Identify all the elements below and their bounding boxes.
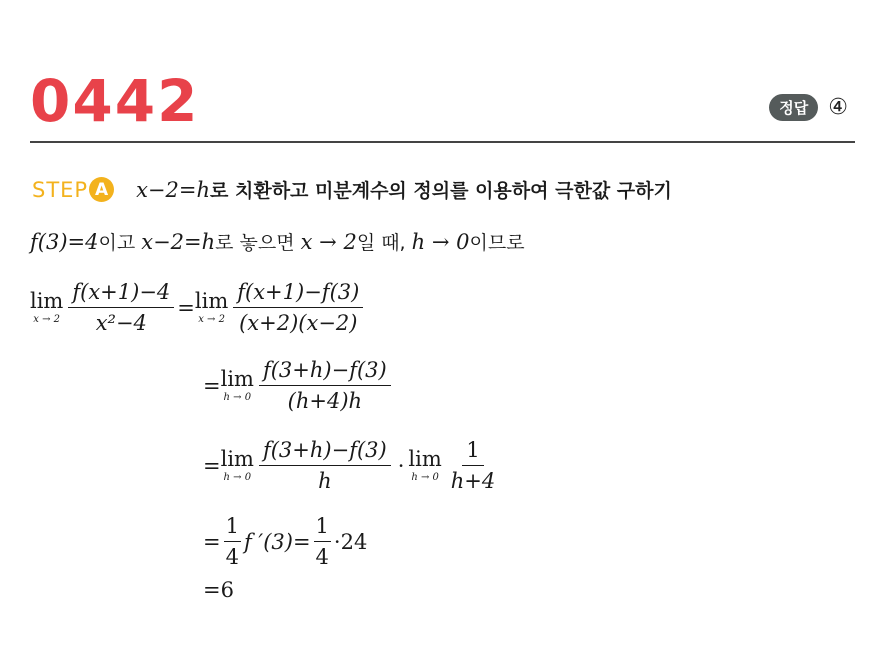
fraction-2: $\frac{f(x+1)-f(3)}{(x+2)(x-2)}$ [233,280,363,335]
intro-text-1: 이고 [98,232,142,254]
intro-line [30,228,525,255]
limit-x-to-2: lim x → 2 [30,288,64,325]
step-desc-text: 로 치환하고 미분계수의 정의를 이용하여 극한값 구하기 [210,180,672,202]
problem-number: 0442 [30,67,200,135]
equals-sign: = [177,295,195,320]
step-heading [32,176,672,203]
intro-math-3: x → 2 [300,230,357,254]
intro-text-3: 일 때, [356,232,412,254]
fraction-4: $\frac{f(3+h)-f(3)}{h}$ [259,438,391,493]
final-result: =6 [203,578,234,602]
step-description [136,176,672,203]
dot-operator: · [397,453,405,478]
limit-h-to-0: lim h → 0 [408,446,442,483]
limit-h-to-0: lim h → 0 [220,446,254,483]
intro-math-2: x−2=h [141,230,216,254]
fraction-5: $\frac{1}{h+4}$ [450,438,496,494]
intro-math-1: f(3)=4 [30,230,99,254]
solution-line-4 [203,514,367,569]
limit-h-to-0: lim h → 0 [220,366,254,403]
limit-x-to-2: lim x → 2 [194,288,229,325]
intro-text-4: 이므로 [469,232,525,254]
intro-text-2: 로 놓으면 [215,232,301,254]
equals-sign: = [203,453,221,478]
fraction-quarter: $\frac{1}{4}$ [315,514,329,570]
step-letter-badge: A [89,177,114,202]
product-tail: ·24 [333,529,368,554]
solution-line-3 [203,438,502,493]
derivative-expression: f ′(3)= [243,529,311,554]
intro-math-4: h → 0 [411,230,470,254]
solution-line-5 [203,578,234,602]
fraction-quarter: $\frac{1}{4}$ [225,514,239,570]
solution-line-1 [30,280,366,335]
answer [769,94,848,121]
solution-line-2 [203,358,394,413]
fraction-1: $\frac{f(x+1)-4}{\text{x²−4}}$ [68,280,174,335]
step-label: STEP [32,177,89,202]
step-desc-math: x−2=h [136,178,211,202]
equals-sign: = [203,373,221,398]
header-divider [30,141,855,143]
equals-sign: = [203,529,221,554]
answer-badge: 정답 [769,94,818,121]
answer-value: ④ [828,95,848,120]
fraction-3: $\frac{f(3+h)-f(3)}{(h+4)h}$ [259,358,391,413]
